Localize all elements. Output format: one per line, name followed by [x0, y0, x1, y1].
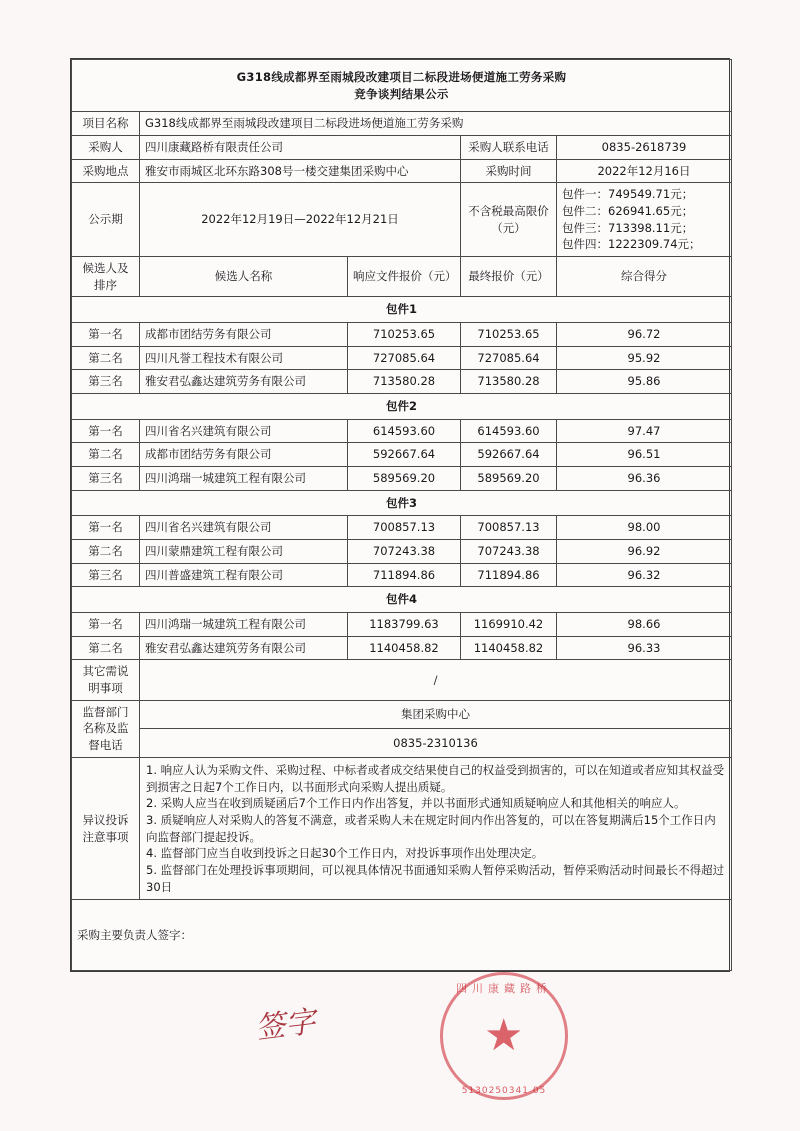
supervisor-dept-value: 集团采购中心 [140, 700, 732, 729]
buyer-row [72, 136, 732, 160]
row-rank: 第一名 [72, 613, 140, 637]
other-notes-value: / [140, 660, 732, 700]
row-rank: 第二名 [72, 540, 140, 564]
stamp-top-text: 四川康藏路桥 [456, 982, 552, 995]
row-response-price: 700857.13 [348, 516, 461, 540]
table-row [72, 613, 732, 637]
row-final-price: 614593.60 [461, 419, 557, 443]
buyer-value: 四川康藏路桥有限责任公司 [140, 136, 461, 160]
stamp-bottom-text: 5130250341 05 [461, 1086, 547, 1096]
table-row [72, 370, 732, 394]
complaint-item-3: 3. 质疑响应人对采购人的答复不满意，或者采购人未在规定时间内作出答复的，可以在答复期满后15个工作日内向监督部门提起投诉。 [146, 812, 716, 844]
location-row [72, 159, 732, 183]
row-score: 96.32 [557, 563, 732, 587]
table-row [72, 323, 732, 347]
package-header-row [72, 490, 732, 516]
complaint-item-4: 4. 监督部门应当自收到投诉之日起30个工作日内，对投诉事项作出处理决定。 [146, 846, 544, 861]
row-rank: 第三名 [72, 467, 140, 491]
row-candidate: 雅安君弘鑫达建筑劳务有限公司 [140, 370, 348, 394]
purchase-time-label: 采购时间 [461, 159, 557, 183]
location-value: 雅安市雨城区北环东路308号一楼交建集团采购中心 [140, 159, 461, 183]
max-limit-item-3: 包件三：713398.11元； [562, 220, 694, 235]
row-final-price: 1169910.42 [461, 613, 557, 637]
row-rank: 第二名 [72, 346, 140, 370]
row-response-price: 589569.20 [348, 467, 461, 491]
complaint-items [140, 757, 732, 899]
row-score: 97.47 [557, 419, 732, 443]
row-final-price: 589569.20 [461, 467, 557, 491]
row-candidate: 雅安君弘鑫达建筑劳务有限公司 [140, 636, 348, 660]
buyer-phone-label: 采购人联系电话 [461, 136, 557, 160]
row-candidate: 成都市团结劳务有限公司 [140, 443, 348, 467]
table-row [72, 563, 732, 587]
header-final-price: 最终报价（元） [461, 257, 557, 297]
row-score: 96.92 [557, 540, 732, 564]
row-response-price: 1140458.82 [348, 636, 461, 660]
complaint-item-1: 1. 响应人认为采购文件、采购过程、中标者或者成交结果使自己的权益受到损害的，可以在知道或者应知其权益受到损害之日起7个工作日内，以书面形式向采购人提出质疑。 [146, 762, 725, 794]
row-score: 96.33 [557, 636, 732, 660]
package-name: 包件2 [72, 394, 732, 420]
row-score: 96.72 [557, 323, 732, 347]
official-red-stamp [440, 972, 572, 1104]
row-response-price: 707243.38 [348, 540, 461, 564]
row-response-price: 1183799.63 [348, 613, 461, 637]
project-name-label: 项目名称 [72, 112, 140, 136]
row-candidate: 四川鸿瑞一城建筑工程有限公司 [140, 467, 348, 491]
header-candidate: 候选人名称 [140, 257, 348, 297]
row-score: 95.92 [557, 346, 732, 370]
row-rank: 第三名 [72, 370, 140, 394]
announcement-table [70, 58, 730, 972]
package-header-row [72, 394, 732, 420]
row-score: 96.51 [557, 443, 732, 467]
row-response-price: 727085.64 [348, 346, 461, 370]
document-title [72, 60, 732, 112]
main-table [71, 59, 732, 971]
row-final-price: 707243.38 [461, 540, 557, 564]
project-name-value: G318线成都界至雨城段改建项目二标段进场便道施工劳务采购 [140, 112, 732, 136]
row-rank: 第二名 [72, 443, 140, 467]
title-line-2: 竞争谈判结果公示 [354, 86, 449, 101]
table-row [72, 636, 732, 660]
row-final-price: 711894.86 [461, 563, 557, 587]
row-rank: 第三名 [72, 563, 140, 587]
row-candidate: 四川省名兴建筑有限公司 [140, 516, 348, 540]
star-icon: ★ [484, 1010, 524, 1061]
row-response-price: 711894.86 [348, 563, 461, 587]
row-rank: 第一名 [72, 419, 140, 443]
table-row [72, 346, 732, 370]
row-score: 95.86 [557, 370, 732, 394]
table-row [72, 516, 732, 540]
row-candidate: 四川鸿瑞一城建筑工程有限公司 [140, 613, 348, 637]
other-notes-row [72, 660, 732, 700]
row-candidate: 四川普盛建筑工程有限公司 [140, 563, 348, 587]
purchase-time-value: 2022年12月16日 [557, 159, 732, 183]
row-final-price: 713580.28 [461, 370, 557, 394]
title-row [72, 60, 732, 112]
max-limit-item-1: 包件一：749549.71元； [562, 187, 694, 202]
max-limit-item-4: 包件四：1222309.74元； [562, 237, 701, 252]
header-score: 综合得分 [557, 257, 732, 297]
table-row [72, 419, 732, 443]
row-final-price: 700857.13 [461, 516, 557, 540]
buyer-label: 采购人 [72, 136, 140, 160]
row-response-price: 614593.60 [348, 419, 461, 443]
row-final-price: 710253.65 [461, 323, 557, 347]
header-response-price: 响应文件报价（元） [348, 257, 461, 297]
row-candidate: 四川省名兴建筑有限公司 [140, 419, 348, 443]
package-name: 包件3 [72, 490, 732, 516]
row-response-price: 713580.28 [348, 370, 461, 394]
max-limit-label: 不含税最高限价（元） [461, 183, 557, 257]
row-response-price: 592667.64 [348, 443, 461, 467]
complaint-item-5: 5. 监督部门在处理投诉事项期间，可以视具体情况书面通知采购人暂停采购活动，暂停采购活动时间最长不得超过30日 [146, 862, 725, 894]
row-rank: 第一名 [72, 516, 140, 540]
row-final-price: 1140458.82 [461, 636, 557, 660]
row-score: 96.36 [557, 467, 732, 491]
row-candidate: 四川凡誉工程技术有限公司 [140, 346, 348, 370]
header-rank: 候选人及排序 [72, 257, 140, 297]
row-candidate: 成都市团结劳务有限公司 [140, 323, 348, 347]
location-label: 采购地点 [72, 159, 140, 183]
supervisor-dept-label: 监督部门名称及监督电话 [72, 700, 140, 757]
buyer-phone-value: 0835-2618739 [557, 136, 732, 160]
row-score: 98.00 [557, 516, 732, 540]
package-name: 包件4 [72, 587, 732, 613]
row-final-price: 592667.64 [461, 443, 557, 467]
complaint-label: 异议投诉注意事项 [72, 757, 140, 899]
table-row [72, 443, 732, 467]
supervisor-dept-row [72, 700, 732, 729]
other-notes-label: 其它需说明事项 [72, 660, 140, 700]
supervisor-phone-value: 0835-2310136 [140, 729, 732, 758]
complaint-item-2: 2. 采购人应当在收到质疑函后7个工作日内作出答复，并以书面形式通知质疑响应人和其他相关的响应人。 [146, 796, 686, 811]
project-name-row [72, 112, 732, 136]
package-name: 包件1 [72, 297, 732, 323]
row-rank: 第一名 [72, 323, 140, 347]
row-score: 98.66 [557, 613, 732, 637]
row-candidate: 四川蒙鼎建筑工程有限公司 [140, 540, 348, 564]
package-header-row [72, 297, 732, 323]
max-limit-values [557, 183, 732, 257]
row-rank: 第二名 [72, 636, 140, 660]
row-final-price: 727085.64 [461, 346, 557, 370]
stamp-ring [440, 972, 568, 1100]
max-limit-item-2: 包件二：626941.65元； [562, 204, 694, 219]
publicity-label: 公示期 [72, 183, 140, 257]
complaint-row [72, 757, 732, 899]
publicity-value: 2022年12月19日—2022年12月21日 [140, 183, 461, 257]
supervisor-phone-row [72, 729, 732, 758]
publicity-row [72, 183, 732, 257]
table-header-row [72, 257, 732, 297]
table-row [72, 467, 732, 491]
row-response-price: 710253.65 [348, 323, 461, 347]
signer-label: 采购主要负责人签字： [72, 900, 732, 971]
signature-row [72, 900, 732, 971]
table-row [72, 540, 732, 564]
package-header-row [72, 587, 732, 613]
handwritten-signature: 签字 [253, 1004, 318, 1047]
title-line-1: G318线成都界至雨城段改建项目二标段进场便道施工劳务采购 [236, 70, 567, 84]
